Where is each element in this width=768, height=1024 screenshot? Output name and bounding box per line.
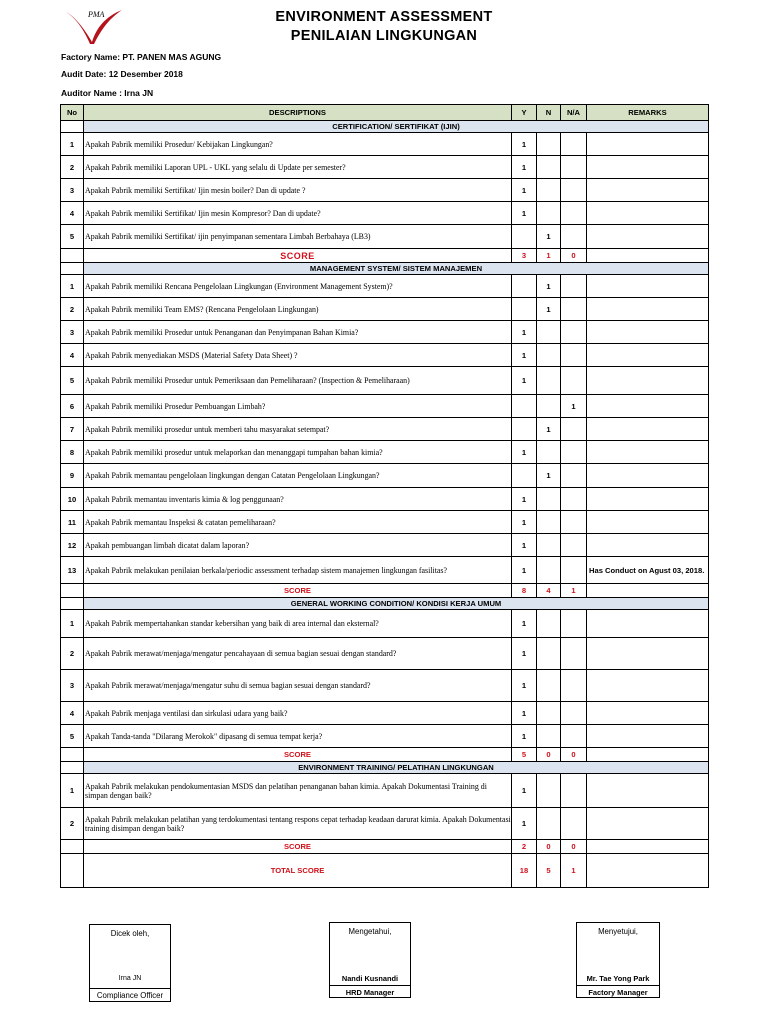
- row-y-value: 1: [512, 321, 537, 344]
- signature-name: Mr. Tae Yong Park: [586, 974, 650, 983]
- row-n-value: [537, 395, 561, 418]
- row-n-value: [537, 367, 561, 395]
- table-row: [61, 275, 709, 298]
- col-y-header: Y: [512, 105, 537, 121]
- row-na-value: [561, 774, 587, 808]
- score-remarks-blank: [587, 840, 709, 854]
- row-remarks: [587, 441, 709, 464]
- row-description: Apakah Pabrik memiliki Rencana Pengelolaan Lingkungan (Environment Management System)?: [84, 275, 512, 298]
- score-label: SCORE: [84, 584, 512, 598]
- row-number: 3: [61, 321, 84, 344]
- row-n-value: [537, 156, 561, 179]
- row-na-value: [561, 557, 587, 584]
- section-header-row: [61, 598, 709, 610]
- row-y-value: [512, 298, 537, 321]
- row-number: 1: [61, 133, 84, 156]
- row-y-value: 1: [512, 808, 537, 840]
- signature-name: Irna JN: [118, 975, 142, 982]
- row-description: Apakah Pabrik memantau Inspeksi & catatan pemeliharaan?: [84, 511, 512, 534]
- row-description: Apakah pembuangan limbah dicatat dalam laporan?: [84, 534, 512, 557]
- row-remarks: [587, 395, 709, 418]
- row-n-value: [537, 557, 561, 584]
- row-number: 13: [61, 557, 84, 584]
- row-na-value: [561, 275, 587, 298]
- row-description: Apakah Pabrik mempertahankan standar kebersihan yang baik di area internal dan eksternal?: [84, 610, 512, 638]
- row-y-value: 1: [512, 725, 537, 748]
- score-na-value: 0: [561, 840, 587, 854]
- row-y-value: 1: [512, 670, 537, 702]
- section-header-blank: [61, 263, 84, 275]
- row-remarks: [587, 133, 709, 156]
- row-n-value: [537, 344, 561, 367]
- row-y-value: 1: [512, 367, 537, 395]
- row-n-value: 1: [537, 298, 561, 321]
- row-remarks: [587, 725, 709, 748]
- row-y-value: [512, 225, 537, 249]
- row-number: 6: [61, 395, 84, 418]
- row-n-value: [537, 638, 561, 670]
- row-na-value: [561, 202, 587, 225]
- row-n-value: [537, 670, 561, 702]
- row-number: 9: [61, 464, 84, 488]
- row-y-value: 1: [512, 488, 537, 511]
- row-n-value: [537, 488, 561, 511]
- row-y-value: 1: [512, 702, 537, 725]
- row-description: Apakah Pabrik merawat/menjaga/mengatur suhu di semua bagian sesuai dengan standard?: [84, 670, 512, 702]
- row-y-value: 1: [512, 179, 537, 202]
- row-number: 3: [61, 179, 84, 202]
- table-row: [61, 418, 709, 441]
- row-y-value: [512, 395, 537, 418]
- table-row: [61, 774, 709, 808]
- row-description: Apakah Pabrik memiliki Sertifikat/ ijin penyimpanan sementara Limbah Berbahaya (LB3): [84, 225, 512, 249]
- row-remarks: [587, 511, 709, 534]
- section-header-row: [61, 263, 709, 275]
- signature-caption: Mengetahui,: [348, 927, 392, 936]
- table-row: [61, 638, 709, 670]
- row-description: Apakah Pabrik menjaga ventilasi dan sirkulasi udara yang baik?: [84, 702, 512, 725]
- row-remarks: [587, 534, 709, 557]
- table-row: [61, 156, 709, 179]
- row-remarks: [587, 488, 709, 511]
- section-title: MANAGEMENT SYSTEM/ SISTEM MANAJEMEN: [84, 263, 709, 275]
- row-number: 11: [61, 511, 84, 534]
- row-number: 4: [61, 702, 84, 725]
- table-row: [61, 488, 709, 511]
- row-remarks: [587, 670, 709, 702]
- row-na-value: [561, 156, 587, 179]
- section-score-row: [61, 584, 709, 598]
- row-n-value: 1: [537, 225, 561, 249]
- row-remarks: [587, 808, 709, 840]
- table-row: [61, 225, 709, 249]
- score-label: SCORE: [84, 249, 512, 263]
- row-number: 10: [61, 488, 84, 511]
- row-remarks: [587, 344, 709, 367]
- row-number: 3: [61, 670, 84, 702]
- row-y-value: 1: [512, 156, 537, 179]
- row-description: Apakah Pabrik melakukan penilaian berkala/periodic assessment terhadap sistem manajemen lingkungan fasilitas?: [84, 557, 512, 584]
- auditor-name: Auditor Name : Irna JN: [61, 88, 154, 98]
- row-na-value: [561, 638, 587, 670]
- row-y-value: 1: [512, 638, 537, 670]
- row-na-value: [561, 298, 587, 321]
- signature-role: HRD Manager: [345, 988, 395, 997]
- row-n-value: [537, 179, 561, 202]
- score-n-value: 0: [537, 840, 561, 854]
- row-description: Apakah Pabrik memiliki prosedur untuk melaporkan dan menanggapi tumpahan bahan kimia?: [84, 441, 512, 464]
- row-na-value: [561, 225, 587, 249]
- section-score-row: [61, 748, 709, 762]
- table-row: [61, 670, 709, 702]
- row-na-value: [561, 321, 587, 344]
- row-description: Apakah Pabrik melakukan pelatihan yang terdokumentasi tentang respons cepat terhadap keadaan darurat kimia. Apakah Dokumentasi training disimpan dengan baik?: [84, 808, 512, 840]
- signature-caption: Dicek oleh,: [110, 929, 150, 938]
- section-score-row: [61, 840, 709, 854]
- table-row: [61, 557, 709, 584]
- score-label: SCORE: [84, 840, 512, 854]
- row-remarks: [587, 638, 709, 670]
- row-n-value: [537, 725, 561, 748]
- row-number: 1: [61, 275, 84, 298]
- row-na-value: [561, 344, 587, 367]
- row-description: Apakah Pabrik memantau inventaris kimia & log penggunaan?: [84, 488, 512, 511]
- row-na-value: [561, 133, 587, 156]
- signature-role: Factory Manager: [588, 988, 648, 997]
- score-blank: [61, 584, 84, 598]
- row-y-value: 1: [512, 610, 537, 638]
- row-number: 2: [61, 808, 84, 840]
- row-y-value: 1: [512, 133, 537, 156]
- signature-caption: Menyetujui,: [598, 927, 638, 936]
- col-no-header: No: [61, 105, 84, 121]
- row-n-value: [537, 808, 561, 840]
- score-na-value: 0: [561, 249, 587, 263]
- table-row: [61, 464, 709, 488]
- row-number: 1: [61, 774, 84, 808]
- row-number: 5: [61, 225, 84, 249]
- row-na-value: 1: [561, 395, 587, 418]
- row-remarks: [587, 610, 709, 638]
- score-remarks-blank: [587, 748, 709, 762]
- row-na-value: [561, 610, 587, 638]
- row-na-value: [561, 511, 587, 534]
- table-row: [61, 808, 709, 840]
- row-number: 4: [61, 344, 84, 367]
- row-number: 2: [61, 156, 84, 179]
- row-description: Apakah Pabrik memiliki Prosedur/ Kebijakan Lingkungan?: [84, 133, 512, 156]
- row-remarks: [587, 298, 709, 321]
- total-blank: [61, 854, 84, 888]
- row-n-value: [537, 534, 561, 557]
- table-row: [61, 321, 709, 344]
- row-n-value: 1: [537, 418, 561, 441]
- total-remarks-blank: [587, 854, 709, 888]
- row-description: Apakah Pabrik merawat/menjaga/mengatur pencahayaan di semua bagian sesuai dengan standard?: [84, 638, 512, 670]
- row-remarks: [587, 321, 709, 344]
- section-header-blank: [61, 762, 84, 774]
- factory-name: Factory Name: PT. PANEN MAS AGUNG: [61, 52, 222, 62]
- row-y-value: 1: [512, 441, 537, 464]
- row-y-value: 1: [512, 557, 537, 584]
- row-y-value: 1: [512, 511, 537, 534]
- row-number: 8: [61, 441, 84, 464]
- row-number: 1: [61, 610, 84, 638]
- score-remarks-blank: [587, 584, 709, 598]
- row-description: Apakah Pabrik memiliki prosedur untuk memberi tahu masyarakat setempat?: [84, 418, 512, 441]
- table-row: [61, 534, 709, 557]
- row-y-value: 1: [512, 202, 537, 225]
- table-row: [61, 395, 709, 418]
- row-number: 2: [61, 638, 84, 670]
- table-row: [61, 367, 709, 395]
- row-remarks: [587, 225, 709, 249]
- table-row: [61, 610, 709, 638]
- score-na-value: 0: [561, 748, 587, 762]
- row-n-value: [537, 511, 561, 534]
- row-remarks: [587, 464, 709, 488]
- score-n-value: 0: [537, 748, 561, 762]
- table-header-row: [61, 105, 709, 121]
- score-blank: [61, 249, 84, 263]
- row-n-value: 1: [537, 275, 561, 298]
- section-score-row: [61, 249, 709, 263]
- row-remarks: [587, 702, 709, 725]
- row-description: Apakah Pabrik memiliki Sertifikat/ Ijin mesin Kompresor? Dan di update?: [84, 202, 512, 225]
- score-y-value: 5: [512, 748, 537, 762]
- section-title: GENERAL WORKING CONDITION/ KONDISI KERJA UMUM: [84, 598, 709, 610]
- signature-box-acknowledged: [329, 922, 411, 998]
- col-desc-header: DESCRIPTIONS: [84, 105, 512, 121]
- row-remarks: [587, 202, 709, 225]
- section-header-row: [61, 121, 709, 133]
- row-number: 7: [61, 418, 84, 441]
- row-n-value: 1: [537, 464, 561, 488]
- col-na-header: N/A: [561, 105, 587, 121]
- score-y-value: 8: [512, 584, 537, 598]
- col-n-header: N: [537, 105, 561, 121]
- row-na-value: [561, 702, 587, 725]
- table-row: [61, 298, 709, 321]
- row-y-value: 1: [512, 534, 537, 557]
- row-number: 4: [61, 202, 84, 225]
- row-description: Apakah Pabrik memiliki Sertifikat/ Ijin mesin boiler? Dan di update ?: [84, 179, 512, 202]
- row-y-value: [512, 275, 537, 298]
- row-remarks: Has Conduct on Agust 03, 2018.: [587, 557, 709, 584]
- row-remarks: [587, 275, 709, 298]
- row-na-value: [561, 179, 587, 202]
- section-header-blank: [61, 598, 84, 610]
- row-description: Apakah Pabrik memiliki Team EMS? (Rencana Pengelolaan Lingkungan): [84, 298, 512, 321]
- row-n-value: [537, 133, 561, 156]
- row-na-value: [561, 441, 587, 464]
- logo-text: PMA: [88, 10, 105, 19]
- row-n-value: [537, 610, 561, 638]
- row-number: 5: [61, 367, 84, 395]
- row-na-value: [561, 670, 587, 702]
- score-blank: [61, 840, 84, 854]
- table-row: [61, 202, 709, 225]
- row-y-value: 1: [512, 344, 537, 367]
- row-na-value: [561, 808, 587, 840]
- audit-date: Audit Date: 12 Desember 2018: [61, 69, 183, 79]
- row-n-value: [537, 202, 561, 225]
- signature-role: Compliance Officer: [96, 991, 164, 1000]
- col-remarks-header: REMARKS: [587, 105, 709, 121]
- score-y-value: 3: [512, 249, 537, 263]
- table-row: [61, 441, 709, 464]
- total-y-value: 18: [512, 854, 537, 888]
- table-row: [61, 133, 709, 156]
- page-title: ENVIRONMENT ASSESSMENT: [275, 9, 493, 25]
- score-label: SCORE: [84, 748, 512, 762]
- score-n-value: 1: [537, 249, 561, 263]
- row-n-value: [537, 702, 561, 725]
- row-y-value: 1: [512, 774, 537, 808]
- total-n-value: 5: [537, 854, 561, 888]
- row-remarks: [587, 156, 709, 179]
- row-na-value: [561, 418, 587, 441]
- score-blank: [61, 748, 84, 762]
- row-description: Apakah Pabrik memantau pengelolaan lingkungan dengan Catatan Pengelolaan Lingkungan?: [84, 464, 512, 488]
- row-na-value: [561, 464, 587, 488]
- assessment-table: [60, 104, 709, 888]
- total-score-row: [61, 854, 709, 888]
- section-title: ENVIRONMENT TRAINING/ PELATIHAN LINGKUNGAN: [84, 762, 709, 774]
- row-number: 2: [61, 298, 84, 321]
- signature-box-checked: [89, 924, 171, 1002]
- section-header-row: [61, 762, 709, 774]
- row-y-value: [512, 464, 537, 488]
- signature-name: Nandi Kusnandi: [341, 974, 399, 983]
- row-description: Apakah Pabrik memiliki Prosedur Pembuangan Limbah?: [84, 395, 512, 418]
- row-na-value: [561, 367, 587, 395]
- row-description: Apakah Pabrik memiliki Prosedur untuk Penanganan dan Penyimpanan Bahan Kimia?: [84, 321, 512, 344]
- row-remarks: [587, 179, 709, 202]
- total-na-value: 1: [561, 854, 587, 888]
- table-row: [61, 511, 709, 534]
- score-na-value: 1: [561, 584, 587, 598]
- row-description: Apakah Pabrik melakukan pendokumentasian MSDS dan pelatihan penanganan bahan kimia. Apakah Dokumentasi Training di simpan dengan baik?: [84, 774, 512, 808]
- section-header-blank: [61, 121, 84, 133]
- row-number: 5: [61, 725, 84, 748]
- row-y-value: [512, 418, 537, 441]
- row-na-value: [561, 725, 587, 748]
- table-row: [61, 179, 709, 202]
- row-number: 12: [61, 534, 84, 557]
- row-n-value: [537, 321, 561, 344]
- table-row: [61, 702, 709, 725]
- row-remarks: [587, 418, 709, 441]
- total-score-label: TOTAL SCORE: [84, 854, 512, 888]
- table-row: [61, 725, 709, 748]
- row-description: Apakah Pabrik memiliki Prosedur untuk Pemeriksaan dan Pemeliharaan? (Inspection & Pemeliharaan): [84, 367, 512, 395]
- row-description: Apakah Pabrik menyediakan MSDS (Material Safety Data Sheet) ?: [84, 344, 512, 367]
- score-y-value: 2: [512, 840, 537, 854]
- row-n-value: [537, 441, 561, 464]
- score-remarks-blank: [587, 249, 709, 263]
- row-n-value: [537, 774, 561, 808]
- page-subtitle: PENILAIAN LINGKUNGAN: [290, 28, 478, 44]
- section-title: CERTIFICATION/ SERTIFIKAT (IJIN): [84, 121, 709, 133]
- row-description: Apakah Tanda-tanda "Dilarang Merokok" dipasang di semua tempat kerja?: [84, 725, 512, 748]
- row-remarks: [587, 774, 709, 808]
- signature-box-approved: [576, 922, 660, 998]
- row-na-value: [561, 534, 587, 557]
- row-na-value: [561, 488, 587, 511]
- score-n-value: 4: [537, 584, 561, 598]
- table-row: [61, 344, 709, 367]
- row-remarks: [587, 367, 709, 395]
- row-description: Apakah Pabrik memiliki Laporan UPL - UKL yang selalu di Update per semester?: [84, 156, 512, 179]
